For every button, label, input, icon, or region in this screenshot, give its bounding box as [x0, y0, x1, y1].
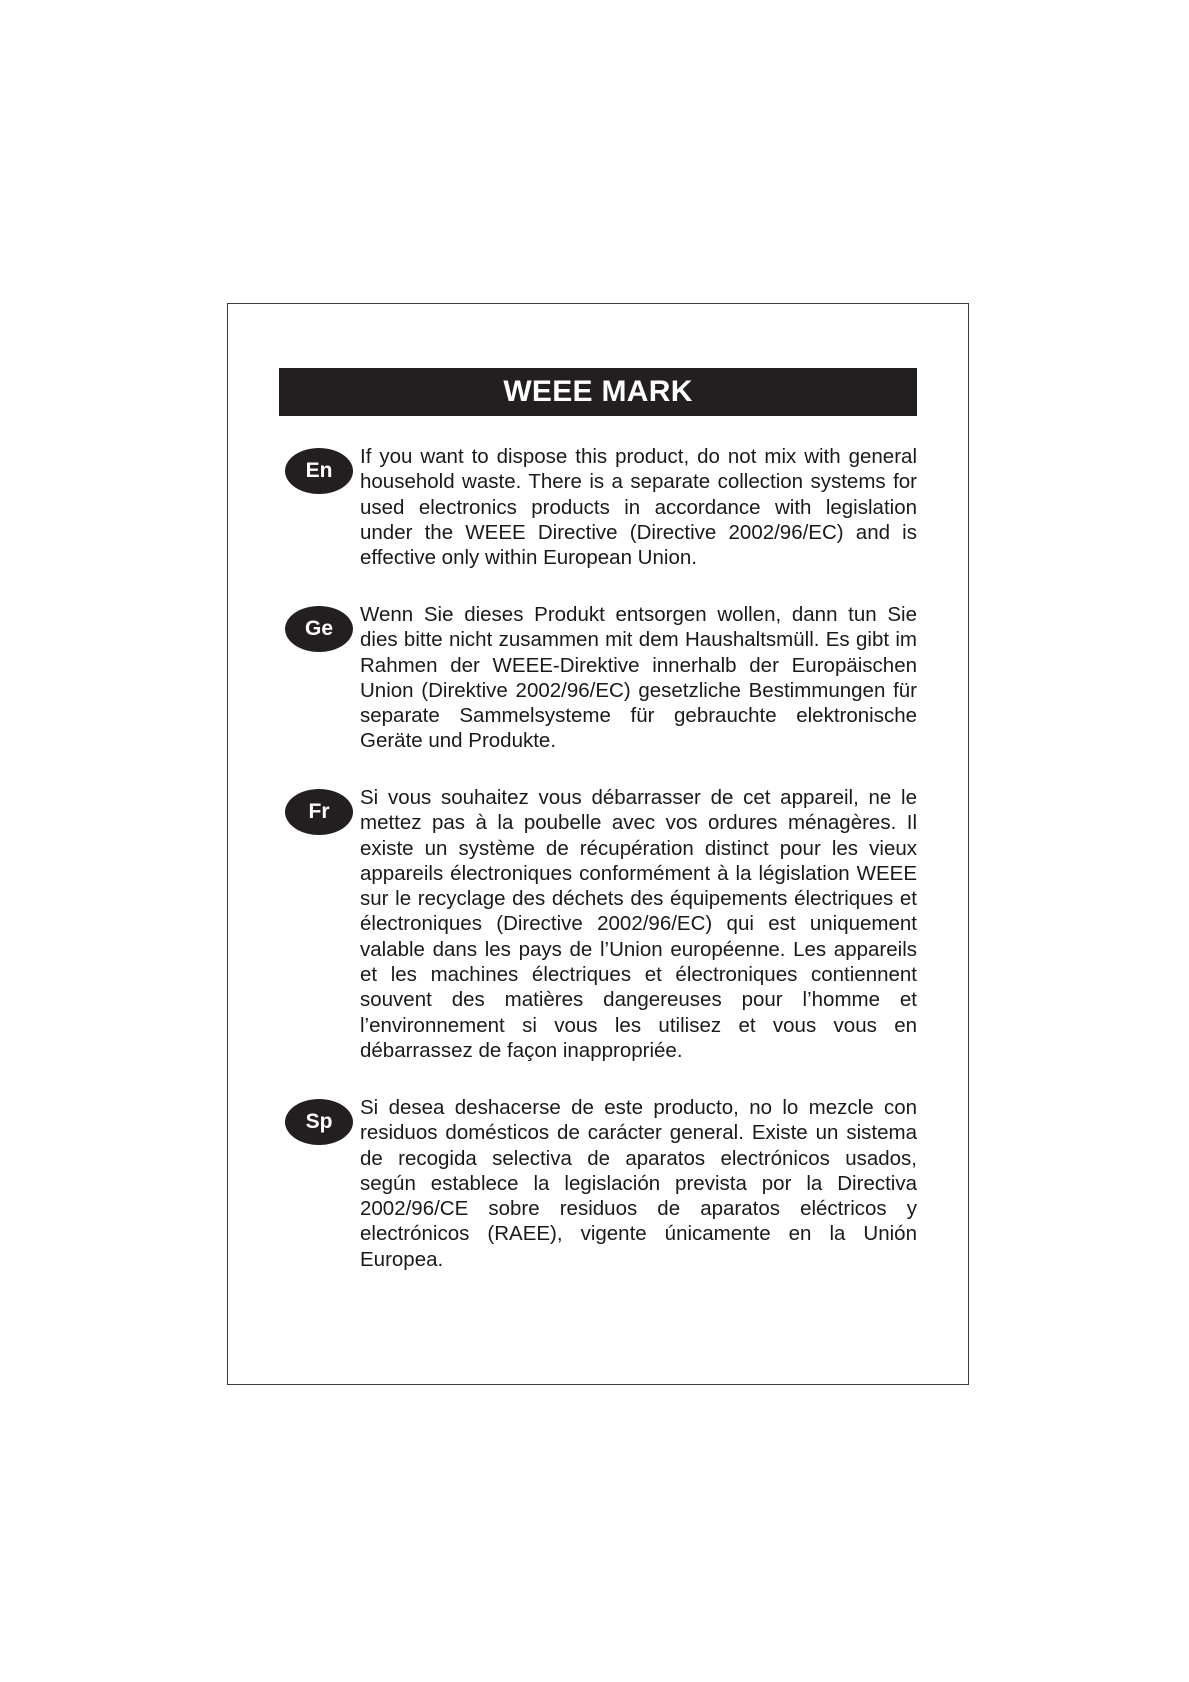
language-badge-en: En	[285, 448, 353, 494]
paragraph-spanish: Si desea deshacerse de este producto, no lo mezcle con residuos domésticos de carácter general. Existe un sistema de recogida selectiva de aparatos electrónicos usados, según establece la legislación prevista por la Directiva 2002/96/CE sobre residuos de aparatos eléctricos y electrónicos (RAEE), vigente únicamente en la Unión Europea.	[360, 1096, 917, 1271]
paragraph-german: Wenn Sie dieses Produkt entsorgen wollen, dann tun Sie dies bitte nicht zusammen mit dem Haushaltsmüll. Es gibt im Rahmen der WEEE-Direktive innerhalb der Europäischen Union (Direktive 2002/96/EC) gesetzliche Bestimmungen für separate Sammelsysteme für gebrauchte elektronische Geräte und Produkte.	[360, 603, 917, 753]
language-badge-sp: Sp	[285, 1099, 353, 1145]
language-badge-fr: Fr	[285, 789, 353, 835]
paragraph-french: Si vous souhaitez vous débarrasser de cet appareil, ne le mettez pas à la poubelle avec vos ordures ménagères. Il existe un système de récupération distinct pour les vieux appareils électroniques conformément à la législation WEEE sur le recyclage des déchets des équipements électriques et électroniques (Directive 2002/96/EC) qui est uniquement valable dans les pays de l’Union européenne. Les appareils et les machines électriques et électroniques contiennent souvent des matières dangereuses pour l’homme et l’environnement si vous les utilisez et vous vous en débarrassez de façon inappropriée.	[360, 786, 917, 1062]
page-title: WEEE MARK	[279, 368, 917, 416]
paragraph-english: If you want to dispose this product, do not mix with general household waste. There is a separate collection systems for used electronics products in accordance with legislation under the WEEE Directive (Directive 2002/96/EC) and is effective only within European Union.	[360, 445, 917, 570]
language-badge-ge: Ge	[285, 606, 353, 652]
